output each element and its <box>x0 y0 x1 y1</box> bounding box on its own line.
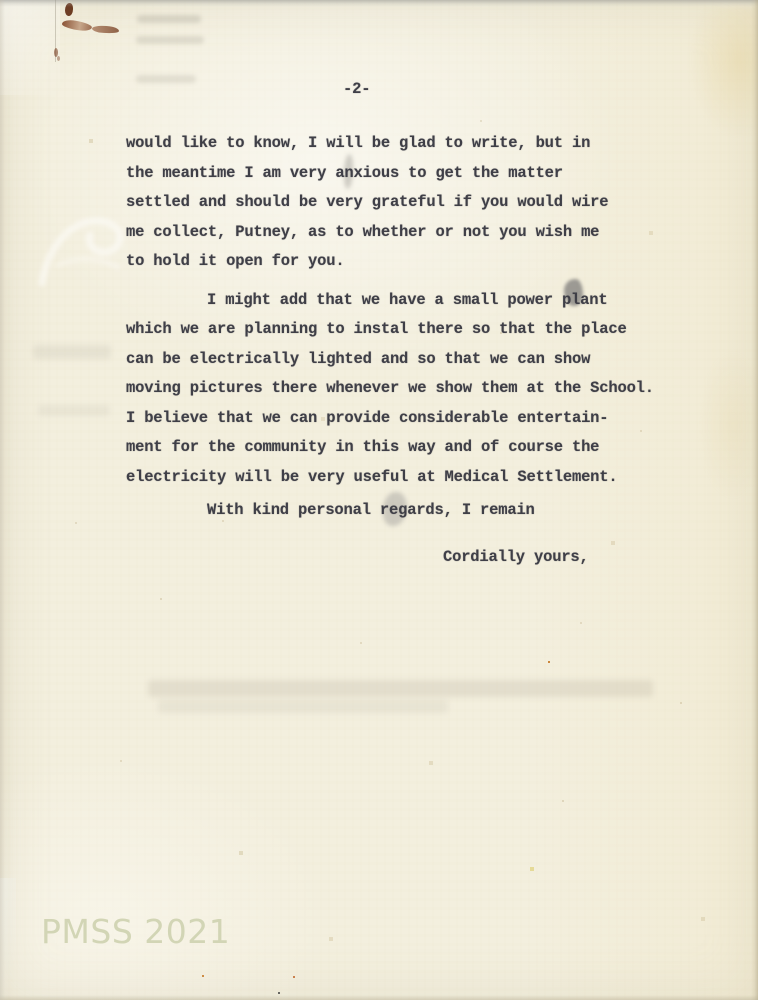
bleed-through-text <box>136 36 204 44</box>
bleed-through-band <box>158 700 448 713</box>
bleed-through-text <box>33 345 111 359</box>
paragraph-1 <box>126 129 686 277</box>
bleed-through-text <box>136 75 196 83</box>
letter-line: which we are planning to instal there so that the place <box>126 320 627 338</box>
bleed-through-band <box>148 680 653 697</box>
paragraph-3 <box>126 496 686 526</box>
letter-line: would like to know, I will be glad to write, but in <box>126 134 591 152</box>
archive-watermark: PMSS 2021 <box>41 912 231 951</box>
letter-body <box>126 129 686 572</box>
rust-stain <box>61 18 92 32</box>
closing-signature: Cordially yours, <box>443 547 589 566</box>
paper-stain <box>698 350 758 500</box>
letter-line: the meantime I am very anxious to get the matter <box>126 163 563 182</box>
letter-line: With kind personal regards, I remain <box>207 501 535 519</box>
letter-line: I believe that we can provide considerable entertain- <box>126 408 609 427</box>
letter-line: settled and should be very grateful if you would wire <box>126 193 609 211</box>
letter-line: to hold it open for you. <box>126 252 345 270</box>
paper-stain <box>688 8 758 138</box>
scan-edge-bottom <box>0 995 758 1000</box>
rust-stain <box>92 25 119 34</box>
bleed-through-text <box>38 405 110 416</box>
scan-edge-top <box>0 0 758 7</box>
letter-line: can be electrically lighted and so that we can show <box>126 349 591 368</box>
letter-line: me collect, Putney, as to whether or not you wish me <box>126 222 600 241</box>
scan-edge-right <box>751 0 758 1000</box>
paragraph-2 <box>126 286 686 493</box>
rust-stain <box>57 56 60 61</box>
letter-line: I might add that we have a small power plant <box>207 290 608 309</box>
letter-line: moving pictures there whenever we show them at the School. <box>126 379 654 397</box>
page-corner-highlight <box>0 0 60 95</box>
page-number: -2- <box>343 80 371 98</box>
letter-line: electricity will be very useful at Medical Settlement. <box>126 467 618 486</box>
bleed-through-text <box>137 15 201 23</box>
scan-edge-left <box>0 0 5 1000</box>
letter-line: ment for the community in this way and of course the <box>126 438 600 456</box>
